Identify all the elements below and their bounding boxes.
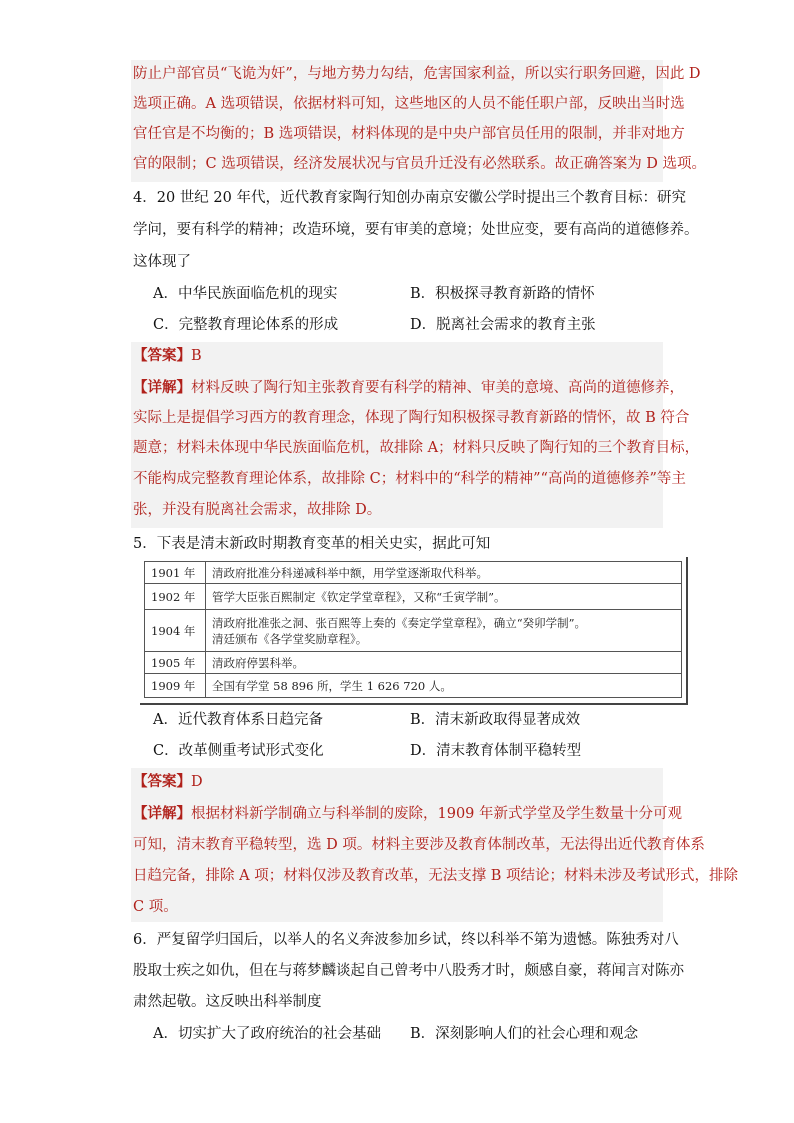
q5-option-b: B．清末新政取得显著成效 [410,712,581,728]
q6-option-b: B．深刻影响人们的社会心理和观念 [410,1026,639,1042]
q4-detail [133,378,684,398]
detail-text: 材料反映了陶行知主张教育要有科学的精神、审美的意境、高尚的道德修养， [191,380,684,396]
table-year: 1901 年 [145,562,206,584]
answer-tag: 【答案】 [133,347,191,364]
table-year: 1909 年 [145,674,206,698]
q5-detail: C 项。 [133,899,178,915]
q4-detail: 张，并没有脱离社会需求，故排除 D。 [133,502,382,518]
answer-value: B [191,348,202,364]
q6-stem: 肃然起敬。这反映出科举制度 [133,994,322,1010]
table-event [206,610,682,652]
intro-line: 选项正确。A 选项错误，依据材料可知，这些地区的人员不能任职户部，反映出当时选 [133,96,685,112]
q4-detail: 不能构成完整教育理论体系，故排除 C；材料中的“科学的精神”“高尚的道德修养”等主 [133,471,686,487]
q5-answer [133,772,203,792]
table-event: 管学大臣张百熙制定《钦定学堂章程》，又称“壬寅学制”。 [206,584,682,610]
q4-detail: 题意；材料未体现中华民族面临危机，故排除 A；材料只反映了陶行知的三个教育目标， [133,440,700,456]
table-event: 清政府停罢科举。 [206,652,682,674]
intro-line: 防止户部官员“飞诡为奸”，与地方势力勾结，危害国家利益，所以实行职务回避，因此 D [133,66,701,82]
table-event: 全国有学堂 58 896 所，学生 1 626 720 人。 [206,674,682,698]
q4-stem: 这体现了 [133,254,191,270]
table-year: 1904 年 [145,610,206,652]
q6-stem: 股取士疾之如仇，但在与蒋梦麟谈起自己曾考中八股秀才时，颇感自豪，蒋闻言对陈亦 [133,963,684,979]
intro-line: 官任官是不均衡的；B 选项错误，材料体现的是中央户部官员任用的限制，并非对地方 [133,126,685,142]
table-event-line: 清廷颁布《各学堂奖励章程》。 [212,631,368,646]
detail-tag: 【详解】 [133,805,191,822]
table-row [145,584,682,610]
q5-option-a: A．近代教育体系日趋完备 [153,712,323,728]
table-row [145,652,682,674]
q4-stem: 4．20 世纪 20 年代，近代教育家陶行知创办南京安徽公学时提出三个教育目标：研究 [133,190,686,206]
q4-option-c: C．完整教育理论体系的形成 [153,317,339,333]
q5-option-d: D．清末教育体制平稳转型 [410,743,582,759]
table-year: 1902 年 [145,584,206,610]
answer-value: D [191,774,203,790]
table-row [145,610,682,652]
q4-stem: 学问，要有科学的精神；改造环境，要有审美的意境；处世应变，要有高尚的道德修养。 [133,222,699,238]
q4-answer [133,346,202,366]
q5-detail [133,804,682,824]
q4-option-d: D．脱离社会需求的教育主张 [410,317,596,333]
q5-detail: 日趋完备，排除 A 项；材料仅涉及教育改革，无法支撑 B 项结论；材料未涉及考试形式，排除 [133,868,739,884]
table-event: 清政府批准分科递减科举中额，用学堂逐渐取代科举。 [206,562,682,584]
q6-option-a: A．切实扩大了政府统治的社会基础 [153,1026,381,1042]
detail-tag: 【详解】 [133,379,191,396]
q6-stem: 6．严复留学归国后，以举人的名义奔波参加乡试，终以科举不第为遗憾。陈独秀对八 [133,932,679,948]
q5-option-c: C．改革侧重考试形式变化 [153,743,324,759]
table-row [145,674,682,698]
intro-line: 官的限制；C 选项错误，经济发展状况与官员升迁没有必然联系。故正确答案为 D 选项。 [133,156,707,172]
table-event-line: 清政府批准张之洞、张百熙等上奏的《奏定学堂章程》，确立“癸卯学制”。 [212,615,587,630]
q5-stem: 5．下表是清末新政时期教育变革的相关史实，据此可知 [133,536,491,552]
q5-detail: 可知，清末教育平稳转型，选 D 项。材料主要涉及教育体制改革，无法得出近代教育体系 [133,837,705,853]
q4-option-b: B．积极探寻教育新路的情怀 [410,286,595,302]
q4-detail: 实际上是提倡学习西方的教育理念，体现了陶行知积极探寻教育新路的情怀，故 B 符合 [133,410,690,426]
table-year: 1905 年 [145,652,206,674]
table-row [145,562,682,584]
detail-text: 根据材料新学制确立与科举制的废除，1909 年新式学堂及学生数量十分可观 [191,806,683,822]
answer-tag: 【答案】 [133,773,191,790]
q4-option-a: A．中华民族面临危机的现实 [153,286,338,302]
history-table [144,561,682,698]
